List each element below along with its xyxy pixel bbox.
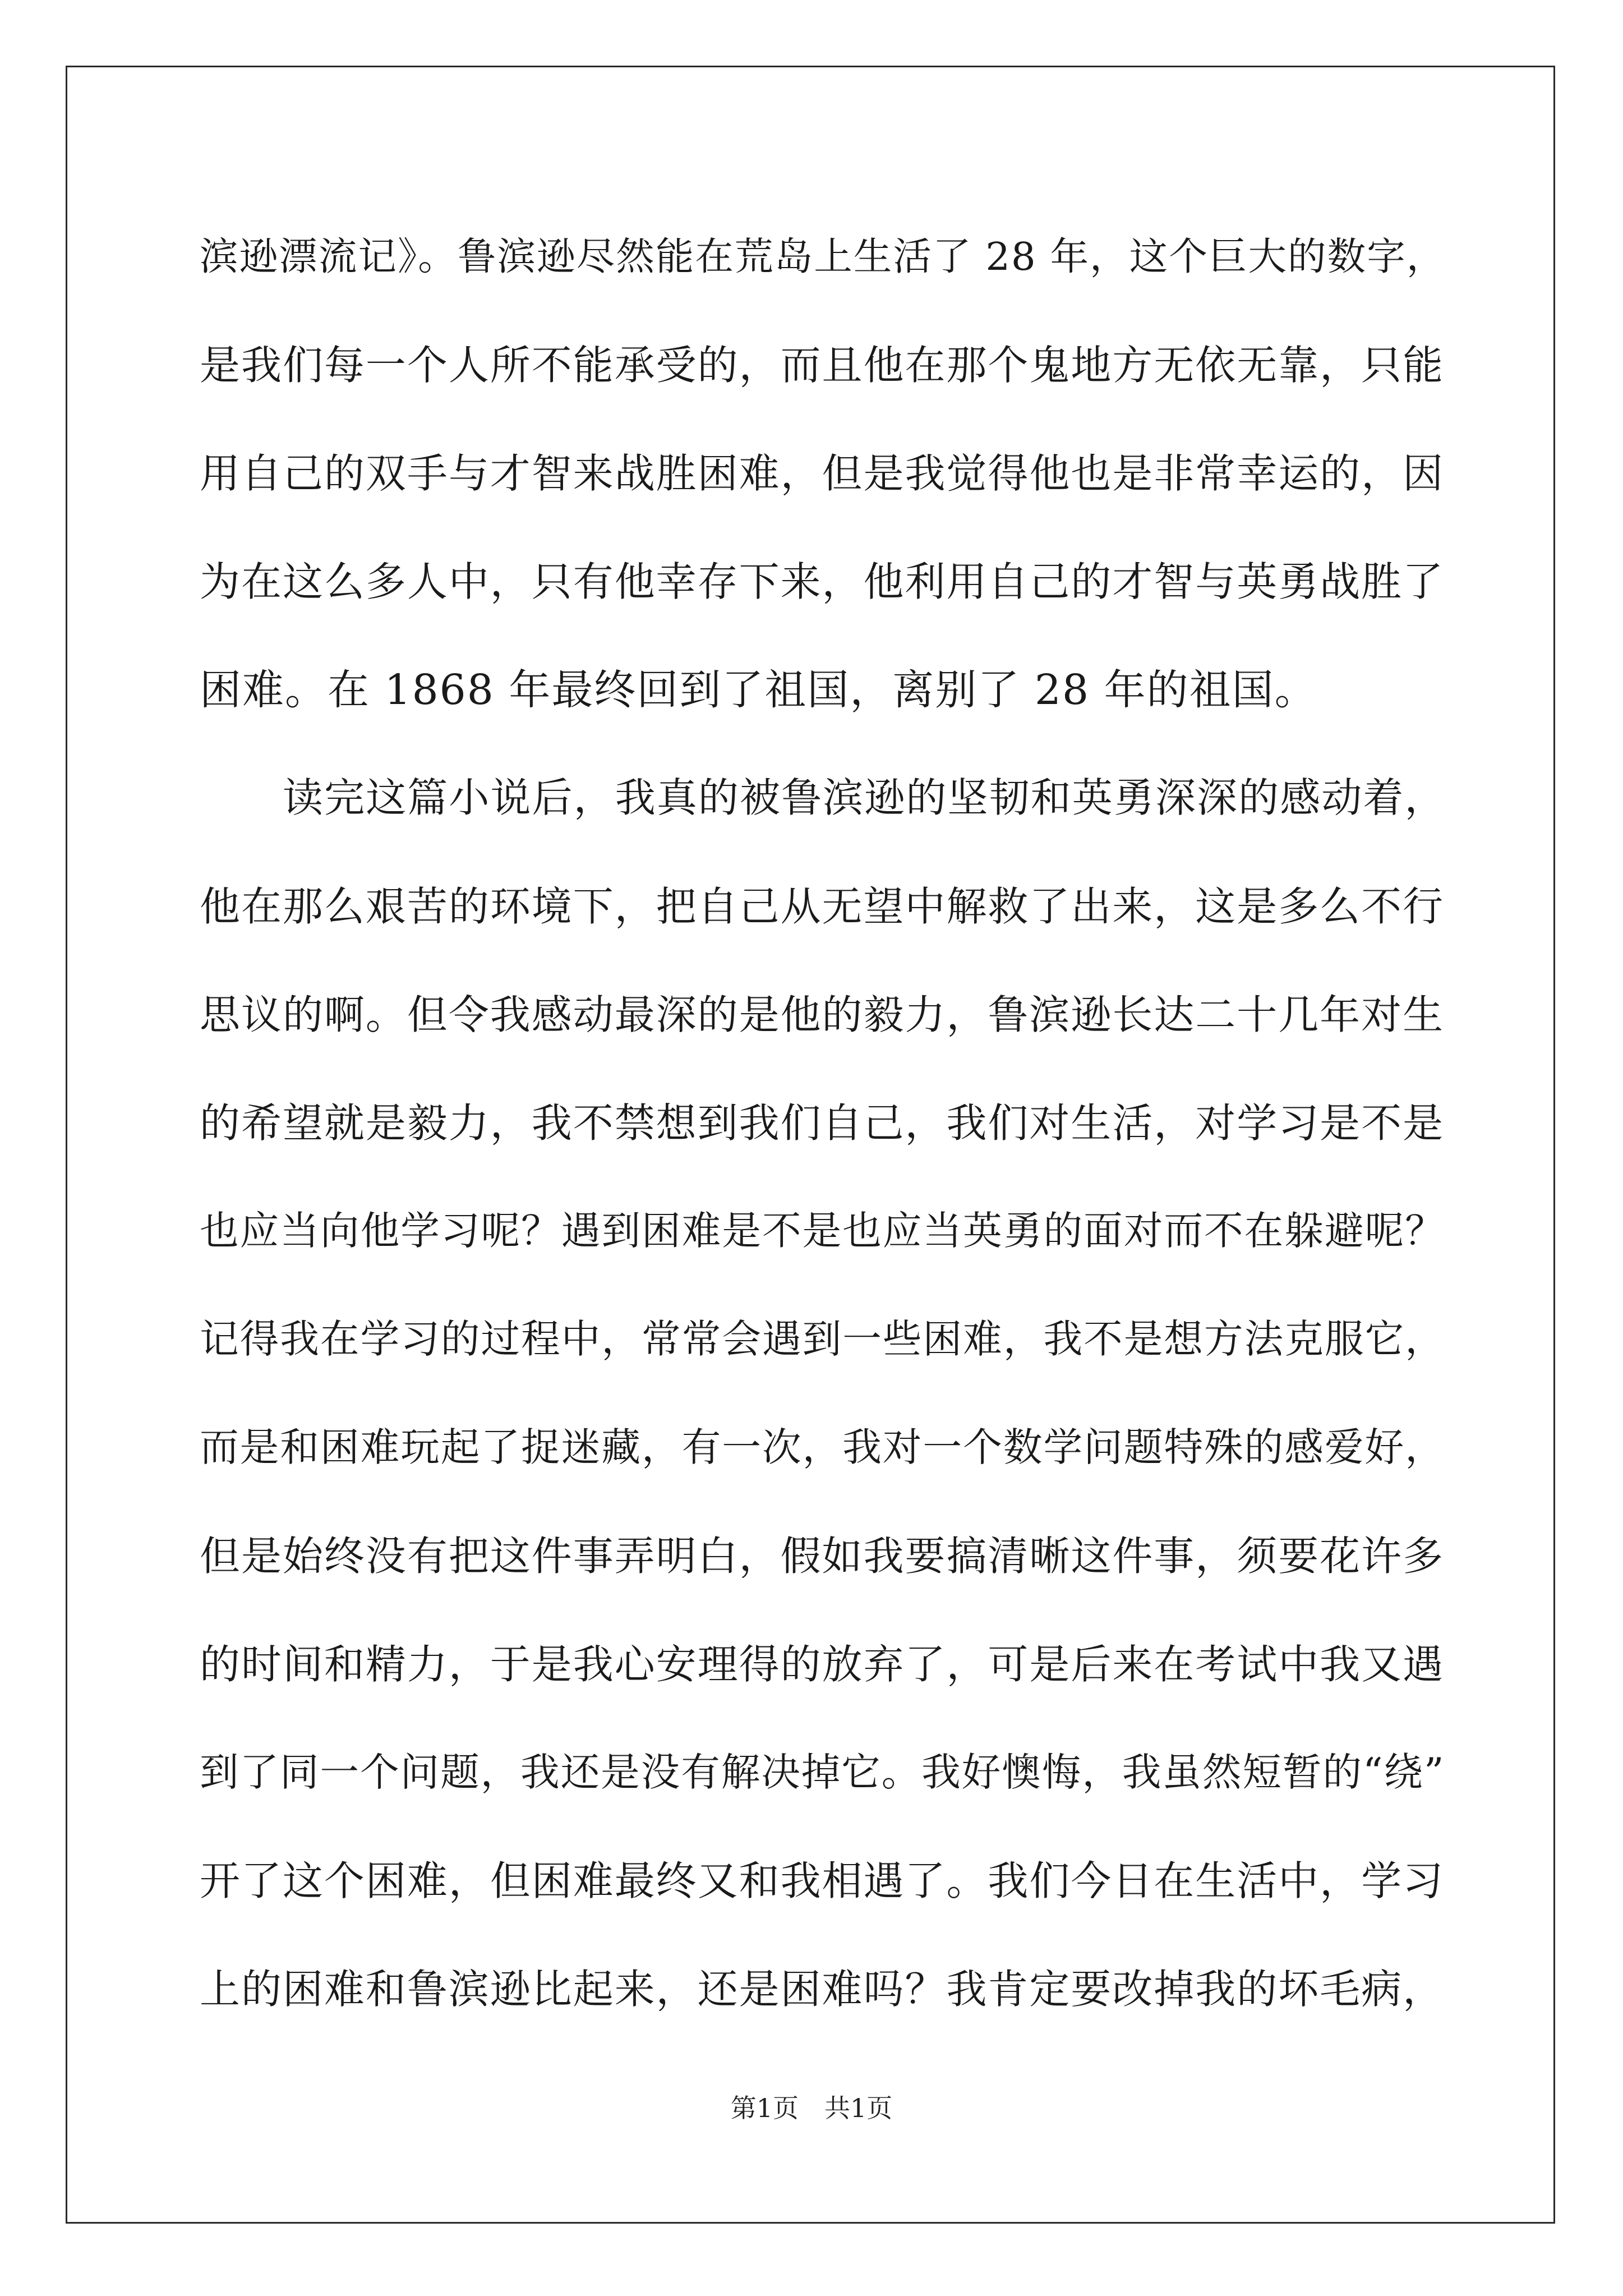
text-line: 记得我在学习的过程中，常常会遇到一些困难，我不是想方法克服它， — [200, 1317, 1445, 1362]
text-line: 思议的啊。但令我感动最深的是他的毅力，鲁滨逊长达二十几年对生 — [200, 991, 1445, 1038]
text-line: 困难。在 1868 年最终回到了祖国，离别了 28 年的祖国。 — [200, 666, 1317, 714]
text-line: 到了同一个问题，我还是没有解决掉它。我好懊悔，我虽然短暂的“绕” — [200, 1750, 1445, 1795]
text-line: 上的困难和鲁滨逊比起来，还是困难吗？我肯定要改掉我的坏毛病， — [200, 1966, 1445, 2013]
text-line: 开了这个困难，但困难最终又和我相遇了。我们今日在生活中，学习 — [200, 1857, 1445, 1904]
text-line: 用自己的双手与才智来战胜困难，但是我觉得他也是非常幸运的，因 — [200, 450, 1445, 497]
text-line: 的时间和精力，于是我心安理得的放弃了，可是后来在考试中我又遇 — [200, 1641, 1445, 1688]
page-number-footer: 第1页 共1页 — [730, 2093, 893, 2123]
text-line: 滨逊漂流记》。鲁滨逊尽然能在荒岛上生活了 28 年，这个巨大的数字， — [200, 234, 1446, 279]
paragraph-first-line: 读完这篇小说后，我真的被鲁滨逊的坚韧和英勇深深的感动着， — [283, 775, 1446, 822]
text-line: 为在这么多人中，只有他幸存下来，他利用自己的才智与英勇战胜了 — [200, 558, 1445, 605]
text-line: 他在那么艰苦的环境下，把自己从无望中解救了出来，这是多么不行 — [200, 883, 1445, 930]
text-line: 而是和困难玩起了捉迷藏，有一次，我对一个数学问题特殊的感爱好， — [200, 1425, 1445, 1470]
text-line: 是我们每一个人所不能承受的，而且他在那个鬼地方无依无靠，只能 — [200, 342, 1445, 389]
text-line: 也应当向他学习呢？遇到困难是不是也应当英勇的面对而不在躲避呢？ — [200, 1208, 1445, 1254]
text-line: 的希望就是毅力，我不禁想到我们自己，我们对生活，对学习是不是 — [200, 1099, 1445, 1147]
text-line: 但是始终没有把这件事弄明白，假如我要搞清晰这件事，须要花许多 — [200, 1533, 1445, 1580]
